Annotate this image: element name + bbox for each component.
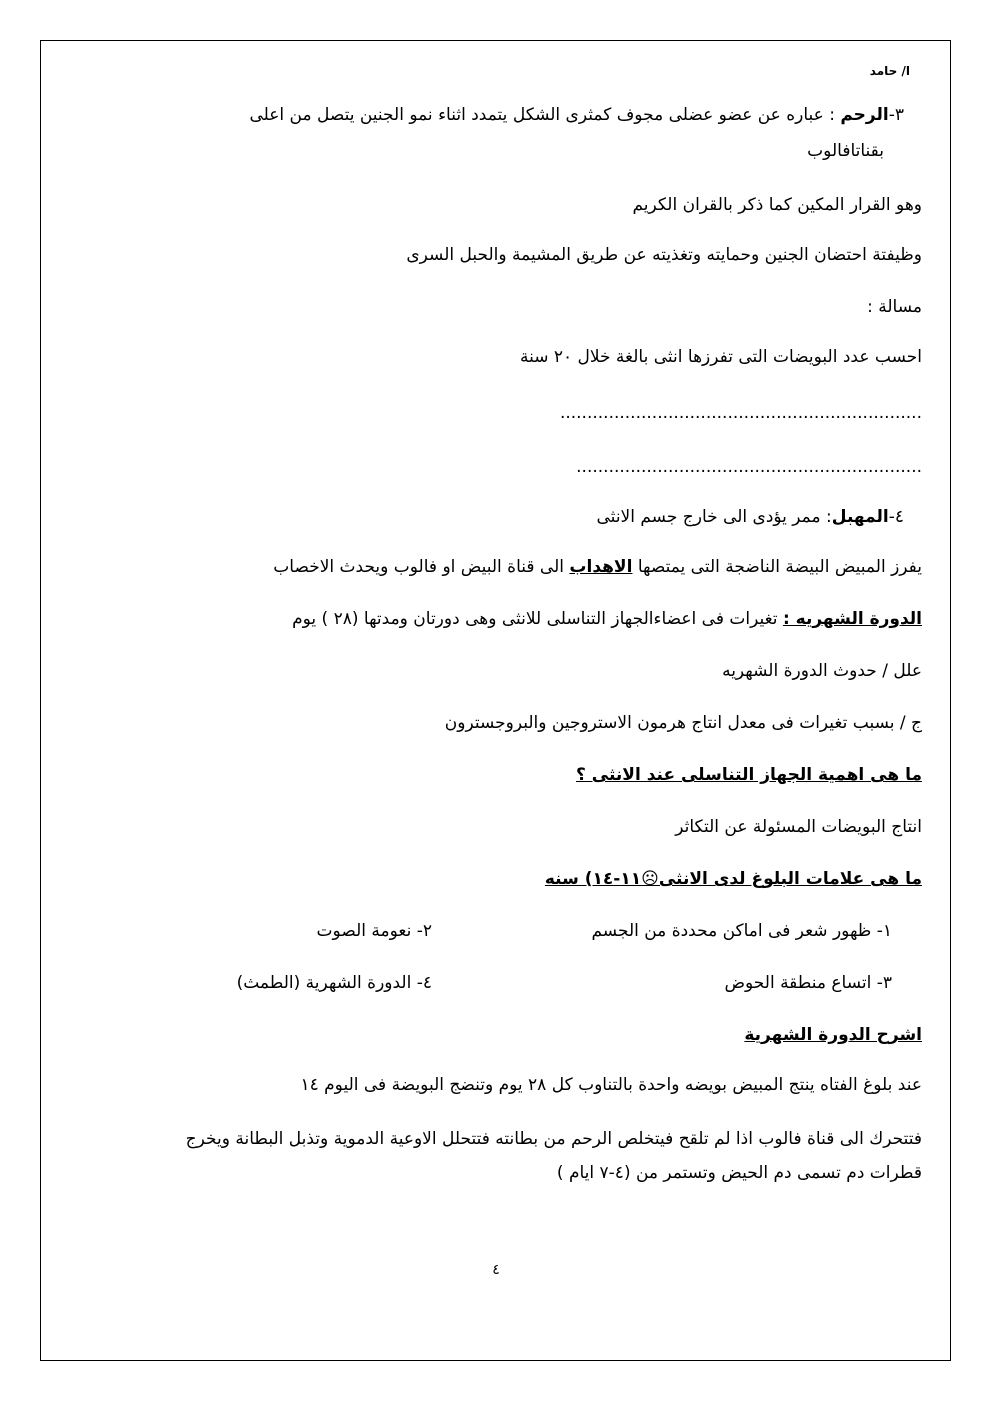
cycle-definition: [292, 608, 922, 630]
importance-question: ما هى اهمية الجهاز التناسلى عند الانثى ؟: [575, 765, 922, 785]
uterus-number: ٣-: [888, 105, 904, 125]
problem-question: احسب عدد البويضات التى تفرزها انثى بالغة خلال ٢٠ سنة: [519, 347, 922, 367]
puberty-item-4: ٤- الدورة الشهرية (الطمث): [236, 973, 432, 993]
puberty-question: ما هى علامات البلوغ لدى الانثى☹١١-١٤) سنه: [544, 869, 922, 889]
uterus-desc: عباره عن عضو عضلى مجوف كمثرى الشكل يتمدد اثناء نمو الجنين يتصل من اعلى: [249, 105, 824, 125]
vagina-title: المهبل: [831, 507, 889, 527]
header-teacher: ا/ حامد: [869, 64, 910, 78]
cycle-title: الدورة الشهريه :: [782, 609, 922, 629]
explain-line-1: عند بلوغ الفتاه ينتج المبيض بويضه واحدة بالتناوب كل ٢٨ يوم وتنضج البويضة فى اليوم ١٤: [300, 1075, 922, 1095]
explain-line-3: قطرات دم تسمى دم الحيض وتستمر من (٤-٧ ايام ): [556, 1163, 922, 1183]
answer-line-1: ...................................................................: [559, 403, 922, 423]
uterus-line-1: [249, 104, 904, 126]
ovulation-cilia: الاهداب: [569, 557, 633, 577]
uterus-title: الرحم: [840, 105, 889, 125]
cycle-text: تغيرات فى اعضاءالجهاز التناسلى للانثى وهى دورتان ومدتها (٢٨ ) يوم: [292, 609, 783, 629]
puberty-item-3: ٣- اتساع منطقة الحوض: [724, 973, 892, 993]
puberty-item-1: ١- ظهور شعر فى اماكن محددة من الجسم: [591, 921, 892, 941]
uterus-quran: وهو القرار المكين كما ذكر بالقران الكريم: [632, 195, 922, 215]
uterus-function: وظيفتة احتضان الجنين وحمايته وتغذيته عن طريق المشيمة والحبل السرى: [406, 245, 922, 265]
vagina-desc: : ممر يؤدى الى خارج جسم الانثى: [596, 507, 832, 527]
vagina-number: ٤-: [888, 507, 904, 527]
uterus-sep: :: [823, 105, 841, 125]
vagina-line: [597, 506, 904, 528]
ovulation-line: [273, 556, 922, 578]
explain-line-2: فتتحرك الى قناة فالوب اذا لم تلقح فيتخلص الرحم من بطانته فتتحلل الاوعية الدموية وتذبل البطانة ويخرج: [185, 1129, 922, 1149]
puberty-item-2: ٢- نعومة الصوت: [316, 921, 432, 941]
uterus-line-2: بقناتافالوب: [807, 141, 884, 161]
page-number: ٤: [492, 1262, 500, 1278]
reason-answer: ج / بسبب تغيرات فى معدل انتاج هرمون الاستروجين والبروجسترون: [444, 713, 922, 733]
explain-question: اشرح الدورة الشهرية: [744, 1025, 922, 1045]
ovulation-after: الى قناة البيض او فالوب ويحدث الاخصاب: [273, 557, 570, 577]
answer-line-2: ................................................................: [576, 457, 922, 477]
problem-label: مسالة :: [867, 297, 922, 317]
ovulation-before: يفرز المبيض البيضة الناضجة التى يمتصها: [632, 557, 922, 577]
importance-answer: انتاج البويضات المسئولة عن التكاثر: [675, 817, 922, 837]
reason-question: علل / حدوث الدورة الشهريه: [722, 661, 922, 681]
